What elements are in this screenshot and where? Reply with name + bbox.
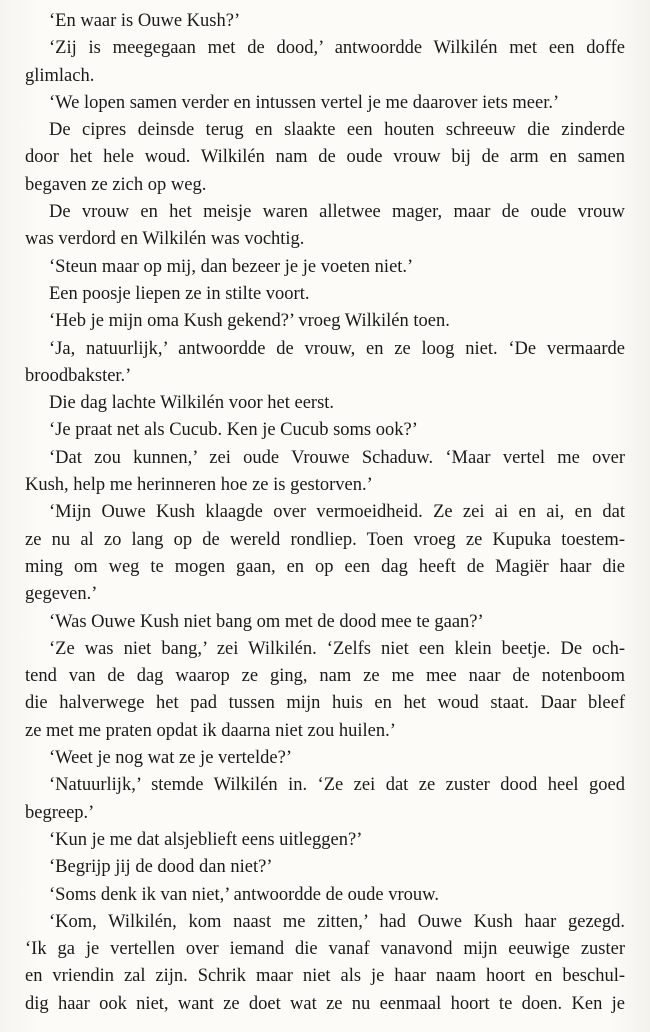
text-line: broodbakster.’ <box>25 365 132 386</box>
text-line: ‘Kom, Wilkilén, kom naast me zitten,’ had Ouwe Kush haar gezegd. <box>49 911 625 932</box>
text-line: ming om weg te mogen gaan, en op een dag heeft de Magiër haar die <box>25 556 625 577</box>
text-line: ‘Was Ouwe Kush niet bang om met de dood mee te gaan?’ <box>49 611 484 632</box>
text-line: ‘Dat zou kunnen,’ zei oude Vrouwe Schaduw. ‘Maar vertel me over <box>49 447 625 468</box>
text-line: ‘Natuurlijk,’ stemde Wilkilén in. ‘Ze zei dat ze zuster dood heel goed <box>49 775 625 796</box>
text-line: gegeven.’ <box>25 584 98 605</box>
text-line: ‘Ja, natuurlijk,’ antwoordde de vrouw, en ze loog niet. ‘De vermaarde <box>49 338 625 359</box>
text-line: en vriendin zal zijn. Schrik maar niet als je haar naam hoort en beschul- <box>25 966 625 987</box>
text-line: ‘Je praat net als Cucub. Ken je Cucub soms ook?’ <box>49 420 418 441</box>
text-line: was verdord en Wilkilén was vochtig. <box>25 229 305 250</box>
body-text <box>25 8 625 1018</box>
text-line: ze met me praten opdat ik daarna niet zou huilen.’ <box>25 720 396 741</box>
text-line: ‘Kun je me dat alsjeblieft eens uitleggen?’ <box>49 829 363 850</box>
text-line: Kush, help me herinneren hoe ze is gestorven.’ <box>25 475 373 496</box>
text-line: ‘Soms denk ik van niet,’ antwoordde de oude vrouw. <box>49 884 439 905</box>
text-line: ‘Heb je mijn oma Kush gekend?’ vroeg Wilkilén toen. <box>49 311 450 332</box>
text-line: ‘Ik ga je vertellen over iemand die vanaf vanavond mijn eeuwige zuster <box>25 939 625 960</box>
text-line: ‘En waar is Ouwe Kush?’ <box>49 11 241 31</box>
text-line: glimlach. <box>25 65 95 86</box>
text-line: ‘Weet je nog wat ze je vertelde?’ <box>49 748 292 769</box>
text-line: Die dag lachte Wilkilén voor het eerst. <box>49 393 335 414</box>
text-line: Een poosje liepen ze in stilte voort. <box>49 283 310 304</box>
text-line: dig haar ook niet, want ze doet wat ze nu eenmaal hoort te doen. Ken je <box>25 993 625 1014</box>
text-line: ‘We lopen samen verder en intussen vertel je me daarover iets meer.’ <box>49 92 560 113</box>
text-line: tend van de dag waarop ze ging, nam ze me mee naar de notenboom <box>25 666 625 687</box>
text-line: ‘Steun maar op mij, dan bezeer je je voeten niet.’ <box>49 256 414 277</box>
text-line: ‘Mijn Ouwe Kush klaagde over vermoeidheid. Ze zei ai en ai, en dat <box>49 502 625 523</box>
text-line: door het hele woud. Wilkilén nam de oude vrouw bij de arm en samen <box>25 147 625 168</box>
text-line: begaven ze zich op weg. <box>25 174 207 195</box>
text-line: De vrouw en het meisje waren alletwee mager, maar de oude vrouw <box>49 202 625 223</box>
text-line: ‘Begrijp jij de dood dan niet?’ <box>49 857 273 878</box>
text-line: ze nu al zo lang op de wereld rondliep. Toen vroeg ze Kupuka toestem- <box>25 529 625 550</box>
text-line: De cipres deinsde terug en slaakte een houten schreeuw die zinderde <box>49 120 625 141</box>
text-line: begreep.’ <box>25 802 95 823</box>
text-line: die halverwege het pad tussen mijn huis en het woud staat. Daar bleef <box>25 693 625 714</box>
text-line: ‘Ze was niet bang,’ zei Wilkilén. ‘Zelfs niet een klein beetje. De och- <box>49 638 625 659</box>
text-line: ‘Zij is meegegaan met de dood,’ antwoordde Wilkilén met een doffe <box>49 38 625 59</box>
